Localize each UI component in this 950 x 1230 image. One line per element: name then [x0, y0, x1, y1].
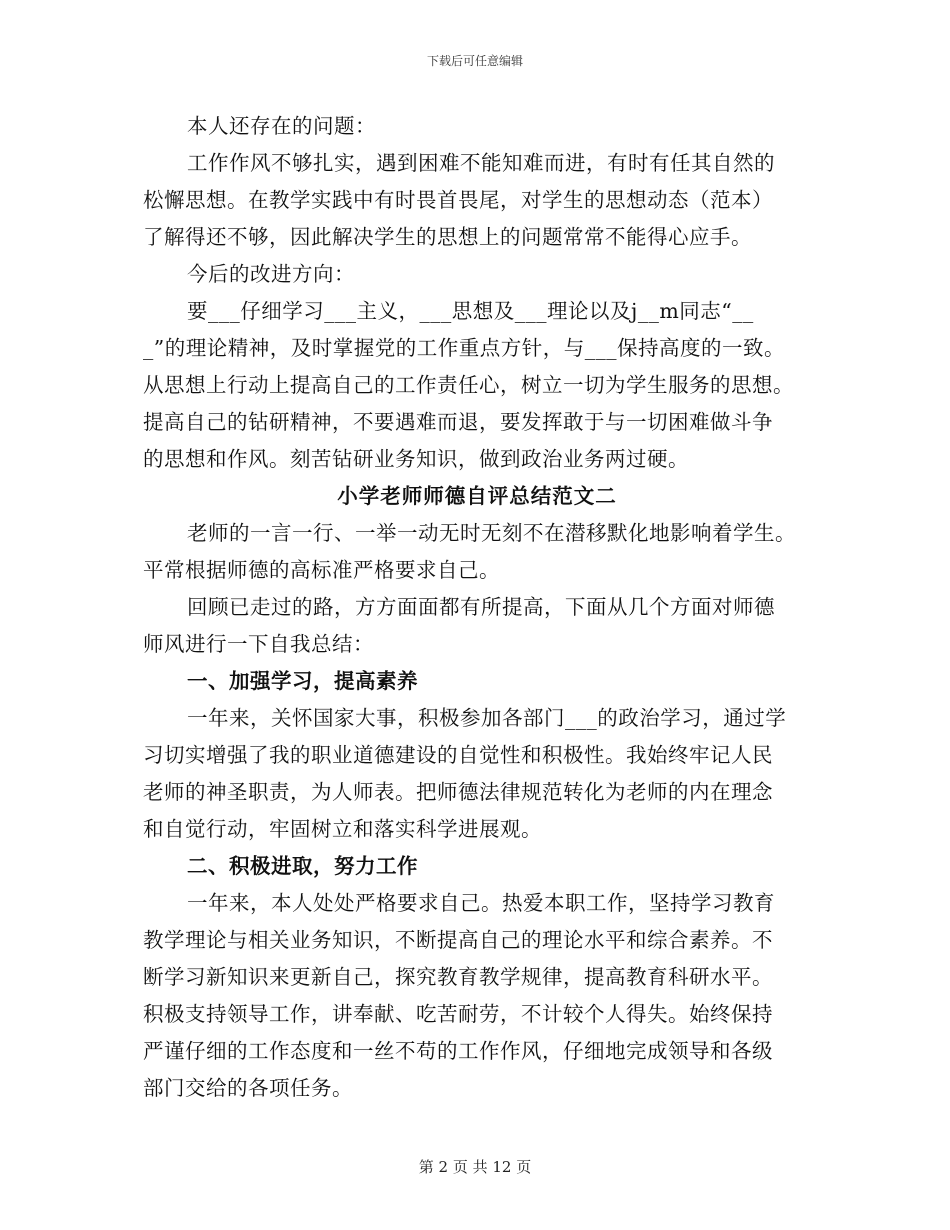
paragraph-line: 老师的神圣职责，为人师表。把师德法律规范转化为老师的内在理念: [143, 780, 773, 804]
paragraph-line: 的思想和作风。刻苦钻研业务知识，做到政治业务两过硬。: [143, 447, 689, 471]
paragraph-line: 严谨仔细的工作态度和一丝不苟的工作作风，仔细地完成领导和各级: [143, 1039, 773, 1063]
paragraph-line: 提高自己的钻研精神，不要遇难而退，要发挥敢于与一切困难做斗争: [143, 410, 773, 434]
paragraph-line: 平常根据师德的高标准严格要求自己。: [143, 558, 500, 582]
paragraph-line: 工作作风不够扎实，遇到困难不能知难而进，有时有任其自然的: [187, 151, 775, 175]
paragraph-line: 积极支持领导工作，讲奉献、吃苦耐劳，不计较个人得失。始终保持: [143, 1002, 773, 1026]
paragraph-line: 今后的改进方向：: [187, 262, 355, 286]
paragraph-line: 本人还存在的问题：: [187, 114, 376, 138]
paragraph-line: 要___仔细学习___主义，___思想及___理论以及j__m同志“__: [187, 299, 754, 323]
paragraph-line: 和自觉行动，牢固树立和落实科学进展观。: [143, 817, 542, 841]
section-title: 小学老师师德自评总结范文二: [337, 484, 617, 508]
paragraph-line: 一年来，本人处处严格要求自己。热爱本职工作，坚持学习教育: [187, 891, 775, 915]
subsection-heading: 二、积极进取，努力工作: [187, 854, 418, 878]
paragraph-line: 教学理论与相关业务知识，不断提高自己的理论水平和综合素养。不: [143, 928, 773, 952]
paragraph-line: 松懈思想。在教学实践中有时畏首畏尾，对学生的思想动态（范本）: [143, 188, 773, 212]
paragraph-line: 部门交给的各项任务。: [143, 1076, 353, 1100]
paragraph-line: 回顾已走过的路，方方面面都有所提高，下面从几个方面对师德: [187, 595, 775, 619]
page-indicator: 第 2 页 共 12 页: [418, 1158, 532, 1176]
paragraph-line: _”的理论精神，及时掌握党的工作重点方针，与___保持高度的一致。: [143, 336, 785, 360]
paragraph-line: 了解得还不够，因此解决学生的思想上的问题常常不能得心应手。: [143, 225, 752, 249]
paragraph-line: 师风进行一下自我总结：: [143, 632, 374, 656]
header-note: 下载后可任意编辑: [426, 54, 523, 68]
paragraph-line: 老师的一言一行、一举一动无时无刻不在潜移默化地影响着学生。: [187, 521, 796, 545]
paragraph-line: 从思想上行动上提高自己的工作责任心，树立一切为学生服务的思想。: [143, 373, 794, 397]
paragraph-line: 一年来，关怀国家大事，积极参加各部门___的政治学习，通过学: [187, 706, 787, 730]
subsection-heading: 一、加强学习，提高素养: [187, 669, 418, 693]
paragraph-line: 习切实增强了我的职业道德建设的自觉性和积极性。我始终牢记人民: [143, 743, 773, 767]
paragraph-line: 断学习新知识来更新自己，探究教育教学规律，提高教育科研水平。: [143, 965, 773, 989]
document-body: [143, 108, 811, 1107]
